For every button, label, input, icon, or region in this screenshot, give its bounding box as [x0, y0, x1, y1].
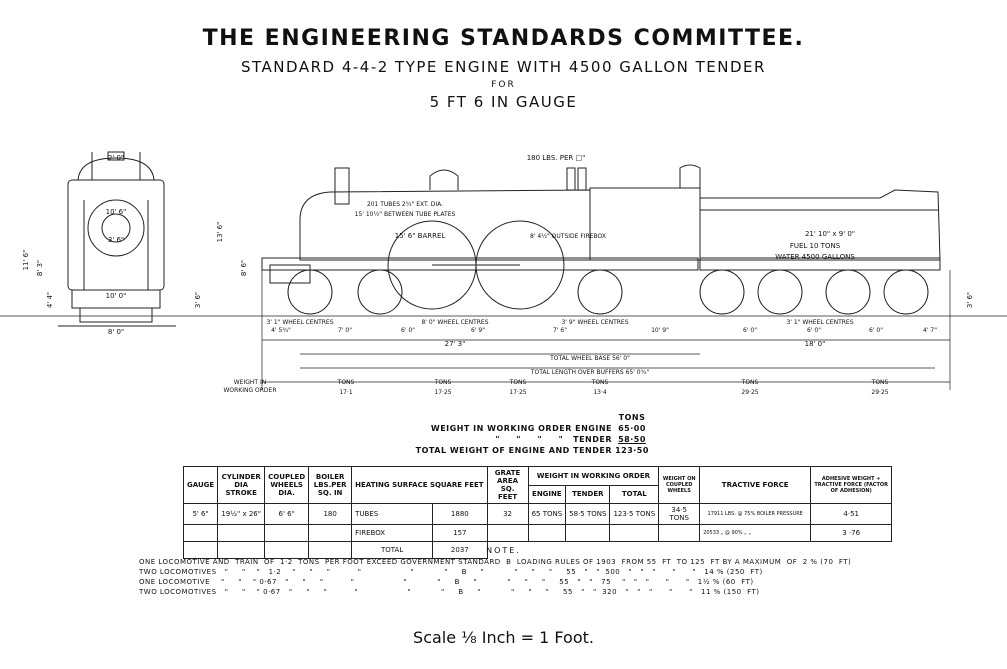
tube-plates-label: 15' 10½" BETWEEN TUBE PLATES [354, 211, 456, 218]
note-line: TWO LOCOMOTIVES " " " 0·67 " " " " " " B " " " " 55 " " 320 " " " " " 11 % (150 FT) [139, 588, 760, 596]
sub-header: TOTAL [610, 485, 659, 504]
dimension-lines [0, 270, 1007, 390]
axle-unit: TONS [741, 379, 759, 386]
tender-wheelbase: 18' 0" [804, 340, 826, 348]
table-cell: 5' 6" [184, 504, 218, 525]
water-label: WATER 4500 GALLONS [775, 253, 855, 261]
main-title: THE ENGINEERING STANDARDS COMMITTEE. [202, 26, 805, 51]
front-height-3: 4' 4" [46, 291, 54, 309]
table-cell: FIREBOX [352, 525, 433, 542]
spacing-4: 6' 9" [471, 327, 485, 334]
front-dim-3: 10' 0" [105, 292, 127, 300]
axle-weight: 17·1 [339, 389, 353, 396]
axle-unit: TONS [509, 379, 527, 386]
table-cell: 123·5 TONS [610, 504, 659, 525]
table-cell: 65 TONS [528, 504, 566, 525]
total-wheelbase: TOTAL WHEEL BASE 56' 0" [550, 355, 630, 362]
axle-unit: TONS [591, 379, 609, 386]
front-height-1: 11' 6" [22, 249, 30, 271]
table-cell: TOTAL [352, 542, 433, 559]
total-length: TOTAL LENGTH OVER BUFFERS 65' 0¾" [530, 369, 650, 376]
axle-weight: 17·25 [509, 389, 527, 396]
table-cell: 4·51 [811, 504, 892, 525]
tender-height: 3' 6" [966, 291, 974, 309]
weight-unit: TONS [618, 413, 646, 422]
engine-wheelbase: 27' 3" [444, 340, 466, 348]
col-header: ADHESIVE WEIGHT ÷ TRACTIVE FORCE (FACTOR OF ADHESION) [811, 467, 892, 504]
axle-unit: TONS [871, 379, 889, 386]
col-header: WEIGHT IN WORKING ORDER [528, 467, 659, 486]
axle-unit: TONS [434, 379, 452, 386]
col-header: GAUGE [184, 467, 218, 504]
weight-label-2: WORKING ORDER [223, 387, 277, 394]
table-cell: 58·5 TONS [566, 504, 610, 525]
spacing-3: 6' 0" [401, 327, 415, 334]
spacing-6: 10' 9" [651, 327, 669, 334]
for-label: FOR [491, 80, 516, 90]
axle-weight: 29·25 [741, 389, 759, 396]
tender-size-label: 21' 10" x 9' 0" [804, 230, 856, 238]
engine-height: 13' 6" [216, 221, 224, 243]
barrel-label: 15' 6" BARREL [394, 232, 446, 240]
col-header: BOILER LBS.PER SQ. IN [309, 467, 352, 504]
col-header: CYLINDER DIA STROKE [218, 467, 265, 504]
axle-weights [337, 379, 889, 396]
spacing-8: 6' 0" [807, 327, 821, 334]
col-header: WEIGHT ON COUPLED WHEELS [659, 467, 700, 504]
col-header: TRACTIVE FORCE [700, 467, 811, 504]
front-base: 8' 0" [107, 328, 125, 336]
engine-centres-2: 8' 0" WHEEL CENTRES [421, 319, 489, 326]
table-cell: 34·5 TONS [659, 504, 700, 525]
spacing-9: 6' 0" [869, 327, 883, 334]
note-line: ONE LOCOMOTIVE " " " 0·67 " " " " " " B " " " " 55 " " 75 " " " " " 1½ % (60 FT) [139, 578, 754, 586]
spacing-2: 7' 0" [338, 327, 352, 334]
weight-summary-labels [392, 413, 612, 457]
note-body [139, 557, 851, 597]
engine-elevation [262, 165, 700, 314]
scale-label: Scale ⅛ Inch = 1 Foot. [413, 628, 594, 647]
col-header: COUPLED WHEELS DIA. [265, 467, 309, 504]
table-cell: 32 [487, 504, 528, 525]
table-cell: 6' 6" [265, 504, 309, 525]
table-cell: 180 [309, 504, 352, 525]
locomotive-drawing [0, 140, 1007, 402]
total-weight-value: 123·50 [615, 446, 649, 455]
axle-weight: 29·25 [871, 389, 889, 396]
table-cell: 1880 [433, 504, 487, 525]
spacing-1: 4' 5¾" [271, 327, 291, 334]
tender-weight-label: " " " " TENDER [495, 435, 612, 444]
table-cell: 2037 [433, 542, 487, 559]
tubes-label: 201 TUBES 2¼" EXT. DIA. [366, 201, 444, 208]
engine-centre-height: 8' 6" [240, 259, 248, 277]
engine-weight-value: 65·00 [618, 424, 646, 433]
col-header: GRATE AREA SQ. FEET [487, 467, 528, 504]
gauge-title: 5 FT 6 IN GAUGE [429, 93, 578, 111]
axle-weight: 13·4 [593, 389, 607, 396]
tender-weight-value: 58·50 [618, 435, 646, 444]
spacing-5: 7' 6" [553, 327, 567, 334]
sub-header: ENGINE [528, 485, 566, 504]
tender-centres: 3' 1" WHEEL CENTRES [786, 319, 854, 326]
engine-centres-1: 3' 1" WHEEL CENTRES [266, 319, 334, 326]
axle-unit: TONS [337, 379, 355, 386]
spacing-7: 6' 0" [743, 327, 757, 334]
col-header: HEATING SURFACE SQUARE FEET [352, 467, 487, 504]
boiler-pressure-label: 180 LBS. PER □" [526, 154, 586, 162]
fuel-label: FUEL 10 TONS [789, 242, 841, 250]
spacing-10: 4' 7" [923, 327, 937, 334]
weight-summary-values [610, 413, 654, 457]
front-height-2: 8' 3" [36, 259, 44, 277]
engine-wheel-height: 3' 6" [194, 291, 202, 309]
engine-centres-3: 3' 9" WHEEL CENTRES [561, 319, 629, 326]
table-row [184, 504, 892, 525]
table-cell: 20533 „ @ 90% „ „ [700, 525, 811, 542]
front-dim-2: 3' 6" [107, 236, 125, 244]
weight-label-1: WEIGHT IN [233, 379, 267, 386]
front-top-width: 2' 0" [107, 154, 125, 162]
table-cell: TUBES [352, 504, 433, 525]
engine-weight-label: WEIGHT IN WORKING ORDER ENGINE [430, 424, 612, 433]
table-row [184, 525, 892, 542]
subtitle: STANDARD 4-4-2 TYPE ENGINE WITH 4500 GALLON TENDER [241, 58, 766, 76]
table-cell: 17911 LBS. @ 75% BOILER PRESSURE [700, 504, 811, 525]
total-weight-label: TOTAL WEIGHT OF ENGINE AND TENDER [415, 446, 612, 455]
note-line: TWO LOCOMOTIVES " " " 1·2 " " " " " " B " " " " 55 " " 500 " " " " " 14 % (250 FT) [139, 568, 763, 576]
front-dim-1: 10' 6" [105, 208, 127, 216]
note-line: ONE LOCOMOTIVE AND TRAIN OF 1·2 TONS PER FOOT EXCEED GOVERNMENT STANDARD B LOADING RULES OF 1903 FROM 55 FT TO 125 FT BY A MAXIMUM OF 2 % (70 FT) [139, 558, 852, 566]
firebox-label: 8' 4½" OUTSIDE FIREBOX [530, 233, 606, 240]
table-cell: 3 ·76 [811, 525, 892, 542]
tender-elevation [700, 190, 940, 314]
note-title: NOTE. [486, 546, 521, 555]
sub-header: TENDER [566, 485, 610, 504]
table-cell: 19½" x 26" [218, 504, 265, 525]
axle-weight: 17·25 [434, 389, 452, 396]
table-cell: 157 [433, 525, 487, 542]
